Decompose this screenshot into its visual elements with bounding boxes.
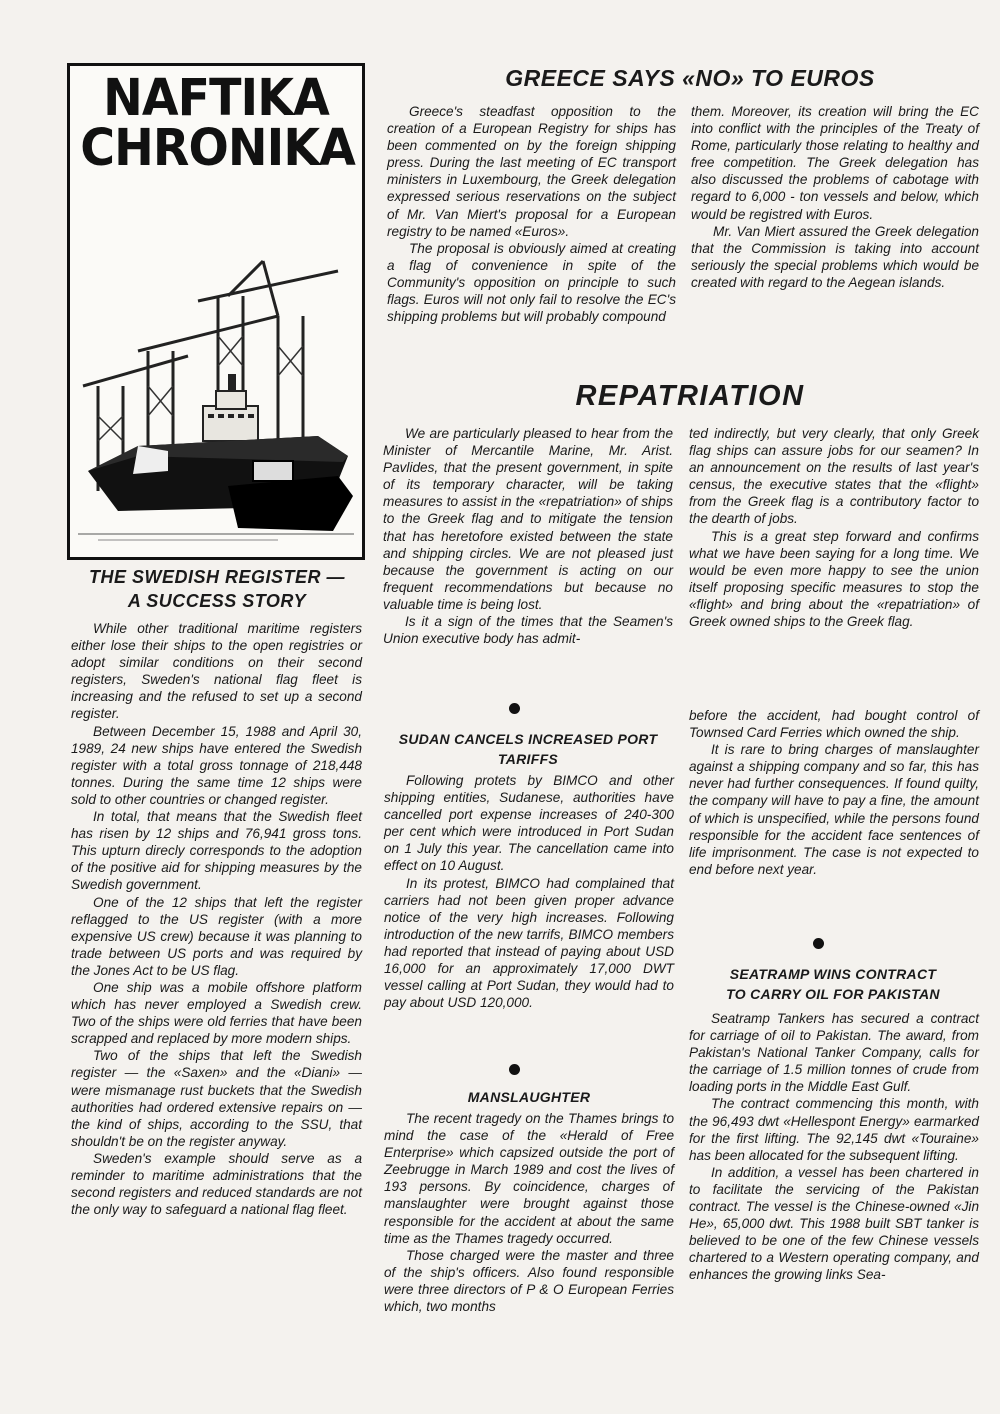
repatriation-column-2 xyxy=(689,425,979,630)
repatriation-headline: REPATRIATION xyxy=(575,380,805,412)
sudan-paragraph: In its protest, BIMCO had complained that carriers had not been given proper advance notice of the very high increases. Following introduction of the new tarrifs, BIMCO members had reported that instead of paying about USD 16,000 for an approximately 17,000 DWT vessel calling at Port Sudan, they would had to pay about USD 120,000. xyxy=(384,875,674,1011)
sudan-paragraph: Following protets by BIMCO and other shipping entities, Sudanese, authorities have cancelled port expense increases of 240-300 per cent which were introduced in Port Sudan on 1 July this year. The cancellation came into effect on 10 August. xyxy=(384,773,674,874)
masthead-title-line1: NAFTIKA xyxy=(103,69,329,128)
repatriation-column-1 xyxy=(383,425,673,647)
greece-col2-paragraph: Mr. Van Miert assured the Greek delegation that the Commission is taking into account seriously the special problems which would be created with regard to the Aegean islands. xyxy=(691,223,979,290)
section-divider-bullet xyxy=(813,938,824,949)
seatramp-headline xyxy=(683,964,983,1004)
manslaughter-paragraph: Those charged were the master and three of the ship's officers. Also found responsible were three directors of P & O European Ferries which, two months xyxy=(384,1247,674,1315)
repatriation-col2-paragraph: ted indirectly, but very clearly, that only Greek flag ships can assure jobs for our seamen? In an announcement on the results of last year's census, the executive states that the «flight» from the Greek flag is a contributory factor to the dearth of jobs. xyxy=(689,426,979,527)
seatramp-article xyxy=(689,1010,979,1284)
seatramp-paragraph: Seatramp Tankers has secured a contract for carriage of oil to Pakistan. The award, from Pakistan's National Tanker Company, calls for the carriage of 1.5 million tonnes of crude from loading ports in the Middle East Gulf. xyxy=(689,1011,979,1095)
manslaughter-article xyxy=(384,1110,674,1315)
sudan-headline-line2: TARIFFS xyxy=(497,751,559,767)
sudan-article xyxy=(384,772,674,1011)
repatriation-col1-paragraph: We are particularly pleased to hear from the Minister of Mercantile Marine, Mr. Arist. Pavlides, that the present government, in spite of its temporary character, will be taking measures to assist in the «repatriation» of ships to the Greek flag and to mitigate the tension that has heretofore existed between the state and shipping circles. We are not pleased just because the government is acting on our frequent recommendations but because no valuable time is being lost. xyxy=(383,426,673,612)
swedish-article xyxy=(71,620,362,1218)
swedish-paragraph: Sweden's example should serve as a reminder to maritime administrations that the second registers and reduced standards are not the only way to safeguard a national flag fleet. xyxy=(71,1150,362,1218)
seatramp-headline-line2: TO CARRY OIL FOR PAKISTAN xyxy=(726,986,940,1002)
seatramp-headline-line1: SEATRAMP WINS CONTRACT xyxy=(729,966,937,982)
masthead-box xyxy=(67,63,365,560)
swedish-headline-line1: THE SWEDISH REGISTER — xyxy=(88,567,346,587)
swedish-paragraph: Two of the ships that left the Swedish register — the «Saxen» and the «Diani» — were mismanage rust buckets that the Swedish authorities had ordered extensive repairs on — the kind of ships, according to the SSU, that shouldn't be on the register anyway. xyxy=(71,1048,362,1149)
manslaughter-continued xyxy=(689,707,979,878)
greece-headline: GREECE SAYS «NO» TO EUROS xyxy=(505,65,875,91)
port-cranes-and-ship-illustration xyxy=(78,256,354,546)
repatriation-col2-paragraph: This is a great step forward and confirms what we have been saying for a long time. We would be even more happy to see the union itself proposing specific measures to stop the «flight» and bring about the «repatriation» of Greek owned ships to the Greek flag. xyxy=(689,528,979,630)
seatramp-paragraph: The contract commencing this month, with the 96,493 dwt «Hellespont Energy» earmarked for the first lifting. The 92,145 dwt «Touraine» has been allocated for the subsequent lifting. xyxy=(689,1096,979,1163)
swedish-headline xyxy=(67,565,367,613)
masthead-title-line2: CHRONIKA xyxy=(80,119,355,178)
sudan-headline xyxy=(378,729,678,769)
masthead-title xyxy=(80,69,355,178)
seatramp-paragraph: In addition, a vessel has been chartered in to facilitate the servicing of the Pakistan contract. The vessel is the Chinese-owned «Jin He», 65,000 dwt. This 1988 built SBT tanker is believed to be one of the few Chinese vessels chartered to a Western operating company, and enhances the growing links Sea- xyxy=(689,1164,979,1283)
manslaughter-continued-paragraph: before the accident, had bought control of Townsed Card Ferries which owned the ship. xyxy=(689,708,979,741)
manslaughter-continued-paragraph: It is rare to bring charges of manslaughter against a shipping company and so far, this has never had further consequences. If found quilty, the company will have to pay a fine, the amount of which is unspecified, while the persons found responsible for the accident face sentences of life imprisonment. The case is not expected to end before next year. xyxy=(689,742,979,877)
sudan-headline-line1: SUDAN CANCELS INCREASED PORT xyxy=(398,731,658,747)
repatriation-col1-paragraph: Is it a sign of the times that the Seamen's Union executive body has admit- xyxy=(383,614,673,647)
manslaughter-paragraph: The recent tragedy on the Thames brings to mind the case of the «Herald of Free Enterprise» which capsized outside the port of Zeebrugge in March 1989 and cost the lives of 193 persons. By coincidence, charges of manslaughter were brought against those responsible for the accident at about the same time as the Thames tragedy occurred. xyxy=(384,1111,674,1246)
swedish-paragraph: One of the 12 ships that left the register reflagged to the US register (with a more expensive US crew) because it was planning to trade between US ports and was required by the Jones Act to be US flag. xyxy=(71,894,362,978)
greece-col2-paragraph: them. Moreover, its creation will bring the EC into conflict with the principles of the Treaty of Rome, particularly those relating to healthy and free competition. The Greek delegation has also discussed the problems of cabotage with regard to 6,000 - ton vessels and below, which would be registred with Euros. xyxy=(691,104,979,222)
swedish-paragraph: In total, that means that the Swedish fleet has risen by 12 ships and 76,941 gross tons. This upturn direcly corresponds to the adoption of the positive aid for shipping measures by the Swedish government. xyxy=(71,809,362,893)
greece-col1-paragraph: Greece's steadfast opposition to the creation of a European Registry for ships has been commented on by the foreign shipping press. During the last meeting of EC transport ministers in Luxembourg, the Greek delegation expressed serious reservations on the subject of Mr. Van Miert's proposal for a European registry to be named «Euros». xyxy=(387,104,676,239)
greece-column-1 xyxy=(387,103,676,325)
greece-column-2 xyxy=(691,103,979,291)
section-divider-bullet xyxy=(509,1064,520,1075)
manslaughter-headline: MANSLAUGHTER xyxy=(467,1089,591,1105)
greece-col1-paragraph: The proposal is obviously aimed at creating a flag of convenience in spite of the Community's opposition on principle to such flags. Euros will not only fail to resolve the EC's shipping problems but will probably compound xyxy=(387,240,676,325)
swedish-headline-line2: A SUCCESS STORY xyxy=(127,591,307,611)
section-divider-bullet xyxy=(509,703,520,714)
swedish-paragraph: One ship was a mobile offshore platform which has never employed a Swedish crew. Two of the ships were old ferries that have been scrapped and replaced by more modern ships. xyxy=(71,979,362,1047)
swedish-paragraph: While other traditional maritime registers either lose their ships to the open registries or adopt similar conditions on their second registers, Sweden's national flag fleet is increasing and the refused to set up a second register. xyxy=(71,621,362,722)
swedish-paragraph: Between December 15, 1988 and April 30, 1989, 24 new ships have entered the Swedish register with a total gross tonnage of 218,448 tonnes. During the same time 12 ships were sold to other countries or changed register. xyxy=(71,723,362,807)
